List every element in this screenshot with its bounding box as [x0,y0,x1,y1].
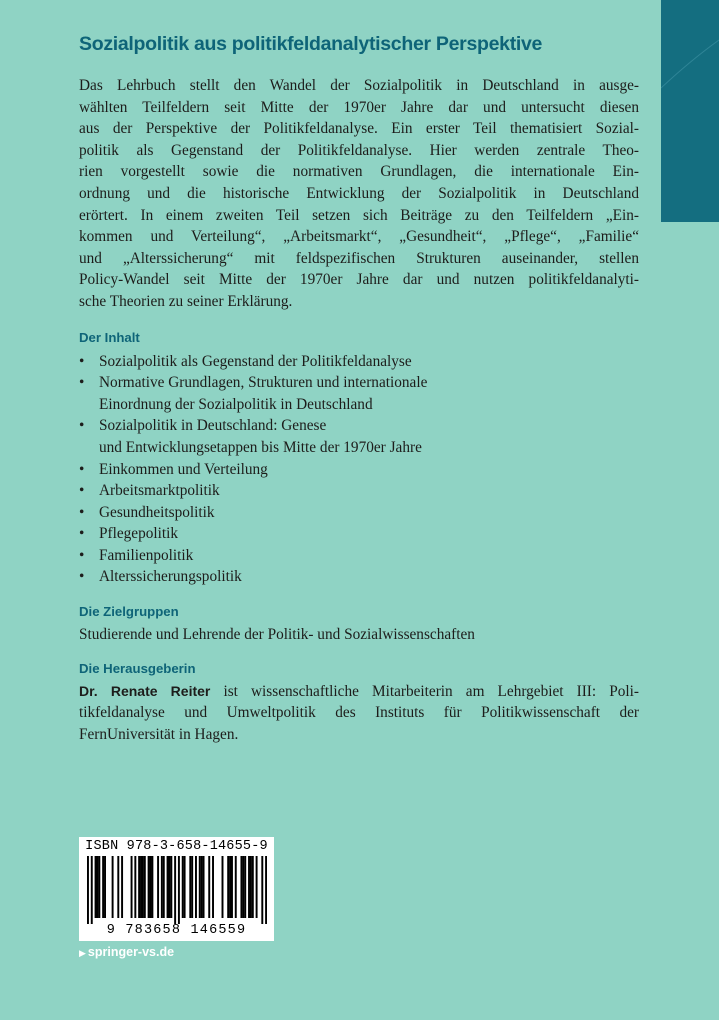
contents-item [79,372,639,415]
barcode-bar [256,856,258,918]
barcode-bar [112,856,114,918]
contents-list [79,351,639,589]
contents-item [79,545,639,567]
editor-bio [79,681,639,746]
contents-item-text: Arbeitsmarktpolitik [99,482,220,500]
barcode-bar [222,856,224,918]
barcode-bar [178,856,180,924]
barcode-bar [151,856,153,918]
description-line: politik als Gegenstand der Politikfeldanalyse. Hier werden zentrale Theo- [79,141,639,159]
barcode-bar [242,856,244,918]
band-swoosh [661,0,719,222]
contents-item-text: Familienpolitik [99,546,194,564]
barcode-bar [148,856,150,918]
contents-item-text: Einordnung der Sozialpolitik in Deutschland [99,395,373,413]
description-line: kommen und Verteilung“, „Arbeitsmarkt“, „Gesundheit“, „Pflege“, „Familie“ [79,228,639,246]
description-line: Policy-Wandel seit Mitte der 1970er Jahre dar und nutzen politikfeldanalyti- [79,271,639,289]
book-description [79,75,639,313]
bullet-icon: • [79,460,85,478]
contents-item-text: Pflegepolitik [99,525,179,543]
target-group-text: Studierende und Lehrende der Politik- und Sozialwissenschaften [79,626,475,644]
contents-item-text: Alterssicherungspolitik [99,568,242,586]
editor-heading: Die Herausgeberin [79,660,196,676]
barcode-bar [208,856,210,918]
barcode-bar [167,856,169,918]
barcode-bar [201,856,203,918]
barcode-bar [184,856,186,918]
barcode-bar [212,856,214,918]
barcode-bar [117,856,119,918]
barcode-bar [248,856,250,918]
bullet-icon: • [79,525,85,543]
isbn-label: ISBN 978-3-658-14655-9 [85,839,268,854]
editor-bio-line: FernUniversität in Hagen. [79,725,239,743]
barcode-bar [182,856,184,918]
description-line: ordnung und die historische Entwicklung der Sozialpolitik in Deutschland [79,184,639,202]
barcode-bar [91,856,93,924]
description-line: rien vorgestellt sowie die normativen Grundlagen, die internationale Ein- [79,163,639,181]
ean-first-digit: 9 [106,923,117,938]
isbn-barcode [79,837,274,941]
website-url: springer-vs.de [87,945,175,959]
description-line: sche Theorien zu seiner Erklärung. [79,292,293,310]
contents-heading: Der Inhalt [79,329,140,345]
bullet-icon: • [79,503,85,521]
barcode-bar [163,856,165,918]
barcode-bar [95,856,97,918]
description-line: aus der Perspektive der Politikfeldanalyse. Ein erster Teil thematisiert Sozial- [79,120,639,138]
barcode-bar [229,856,231,918]
publisher-website[interactable] [79,945,174,959]
back-cover-content [79,33,639,745]
barcode-bar [189,856,191,918]
contents-item-text: Gesundheitspolitik [99,503,215,521]
description-line: wählten Teilfeldern seit Mitte der 1970er Jahre dar und untersucht diesen [79,98,639,116]
description-line: erörtert. In einem zweiten Teil setzen sich Beiträge zu den Teilfeldern „Ein- [79,206,639,224]
barcode-bar [235,856,237,918]
barcode-bar [244,856,246,918]
bullet-icon: • [79,374,85,392]
description-line: Das Lehrbuch stellt den Wandel der Sozialpolitik in Deutschland in ausge- [79,77,639,94]
contents-item-text: Einkommen und Verteilung [99,460,268,478]
barcode-bar [96,856,98,918]
barcode-bar [87,856,89,924]
barcode-bar [265,856,267,924]
barcode-bar [161,856,163,918]
book-title: Sozialpolitik aus politikfeldanalytischer Perspektive [79,33,543,55]
barcode-bar [121,856,123,918]
target-group-heading: Die Zielgruppen [79,604,179,620]
bullet-icon: • [79,417,85,435]
editor-name: Dr. Renate Reiter [79,682,211,699]
barcode-bar [140,856,142,918]
barcode-bar [195,856,197,918]
barcode-bar [240,856,242,918]
barcode-bar [131,856,133,918]
barcode-bar [134,856,136,918]
barcode-bar [203,856,205,918]
barcode-bar [250,856,252,918]
barcode-bar [261,856,263,924]
bullet-icon: • [79,546,85,564]
barcode-bar [138,856,140,918]
corner-accent-band [661,0,719,222]
contents-item [79,351,639,373]
bullet-icon: • [79,482,85,500]
contents-item-text: Normative Grundlagen, Strukturen und internationale [99,374,428,392]
barcode-bar [231,856,233,918]
barcode-bar [227,856,229,918]
editor-bio-line [79,681,639,703]
description-line: und „Alterssicherung“ mit feldspezifischen Strukturen auseinander, stellen [79,249,639,267]
editor-bio-text: ist wissenschaftliche Mitarbeiterin am Lehrgebiet III: Poli- [210,682,639,700]
bullet-icon: • [79,352,85,370]
barcode-bar [142,856,144,918]
barcode-bar [199,856,201,918]
ean-left-group: 783658 [125,923,182,938]
ean-right-group: 146559 [190,923,247,938]
bullet-icon: • [79,568,85,586]
contents-item [79,566,639,588]
barcode-bar [144,856,146,918]
contents-item-text: und Entwicklungsetappen bis Mitte der 1970er Jahre [99,438,422,456]
barcode-bar [157,856,159,918]
contents-item [79,480,639,502]
barcode-bar [168,856,170,918]
contents-item [79,459,639,481]
barcode-bar [170,856,172,918]
barcode-bar [98,856,100,918]
contents-item-text: Sozialpolitik als Gegenstand der Politikfeldanalyse [99,352,412,370]
barcode-bar [191,856,193,918]
barcode-bar [174,856,176,924]
barcode-bar [252,856,254,918]
arrow-right-icon: ▶ [79,948,86,958]
contents-item [79,502,639,524]
barcode-bar [150,856,152,918]
barcode-bar [104,856,106,918]
ean-digits [79,923,274,938]
contents-item [79,523,639,545]
contents-item [79,415,639,458]
barcode-bars [87,856,267,924]
editor-bio-line: tikfeldanalyse und Umweltpolitik des Instituts für Politikwissenschaft der [79,704,639,722]
contents-item-text: Sozialpolitik in Deutschland: Genese [99,417,327,435]
barcode-bar [102,856,104,918]
